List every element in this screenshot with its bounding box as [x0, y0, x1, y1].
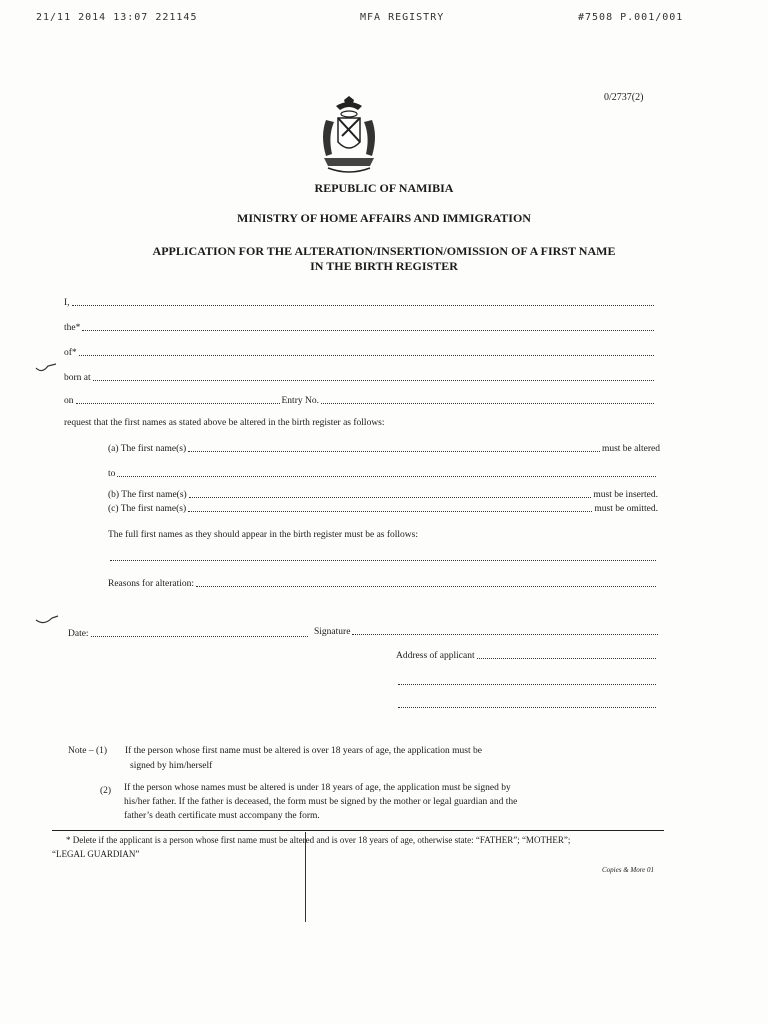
address-field[interactable]: [396, 650, 658, 661]
relationship-line[interactable]: [82, 322, 654, 331]
address-line-3-field[interactable]: [396, 699, 658, 710]
born-at-label: born at: [64, 373, 91, 383]
signature-field[interactable]: [314, 626, 660, 637]
applicant-name-line[interactable]: [72, 297, 654, 306]
footnote-line-1: * Delete if the applicant is a person whose first name must be altered and is over 18 years of age, otherwise state: “FATHER”; “MOTHER”;: [66, 835, 571, 845]
alter-to-label: to: [108, 469, 116, 479]
note-1-line-2: signed by him/herself: [130, 761, 213, 771]
form-title-line1: APPLICATION FOR THE ALTERATION/INSERTION/OMISSION OF A FIRST NAME: [152, 244, 616, 258]
date-label: Date:: [68, 629, 89, 639]
relationship-label: the*: [64, 323, 81, 333]
fax-header-datetime: 21/11 2014 13:07 221145: [36, 12, 198, 23]
address-line-2-field[interactable]: [396, 676, 658, 687]
omit-name-line[interactable]: [188, 503, 592, 512]
address-line-3[interactable]: [398, 699, 656, 708]
fax-header-page: #7508 P.001/001: [578, 12, 684, 23]
note-2-line-1: If the person whose names must be altered is under 18 years of age, the application must be signed by: [124, 783, 511, 793]
omit-name-suffix: must be omitted.: [594, 504, 658, 514]
of-label: of*: [64, 348, 77, 358]
note-2-line-2: his/her father. If the father is deceased, the form must be signed by the mother or legal guardian and the: [124, 797, 518, 807]
address-line-2[interactable]: [398, 676, 656, 685]
relationship-field[interactable]: [64, 322, 656, 333]
signature-label: Signature: [314, 627, 351, 637]
note-1-label: Note – (1): [68, 746, 108, 756]
entry-no-label: Entry No.: [281, 396, 319, 406]
insert-name-line[interactable]: [189, 489, 592, 498]
alter-name-suffix: must be altered: [601, 444, 660, 454]
omit-name-label: (c) The first name(s): [108, 504, 187, 514]
form-title-line2: IN THE BIRTH REGISTER: [310, 259, 458, 273]
applicant-name-label: I,: [64, 298, 70, 308]
footnote-divider: [52, 830, 664, 831]
reasons-label: Reasons for alteration:: [108, 579, 195, 589]
insert-name-suffix: must be inserted.: [593, 490, 658, 500]
omit-name-field[interactable]: [108, 503, 658, 514]
insert-name-field[interactable]: [108, 489, 658, 500]
footnote-line-2: “LEGAL GUARDIAN”: [52, 849, 140, 859]
signature-line[interactable]: [352, 626, 658, 635]
alter-to-field[interactable]: [108, 468, 658, 479]
country-heading: REPUBLIC OF NAMIBIA: [314, 181, 454, 195]
born-at-field[interactable]: [64, 372, 656, 383]
ministry-heading: MINISTRY OF HOME AFFAIRS AND IMMIGRATION: [237, 211, 531, 225]
entry-no-line[interactable]: [321, 395, 654, 404]
copies-mark: Copies & More 01: [602, 866, 655, 874]
alter-name-field[interactable]: [108, 443, 660, 454]
handwritten-tick-icon: [34, 360, 58, 376]
of-line[interactable]: [79, 347, 654, 356]
address-line-1[interactable]: [477, 650, 656, 659]
full-names-instruction: The full first names as they should appear in the birth register must be as follows:: [108, 530, 418, 540]
reasons-line[interactable]: [196, 578, 656, 587]
fax-header-sender: MFA REGISTRY: [360, 12, 445, 23]
born-at-line[interactable]: [93, 372, 654, 381]
alter-name-line[interactable]: [188, 443, 600, 452]
full-names-line[interactable]: [110, 552, 656, 561]
full-names-field[interactable]: [108, 552, 658, 563]
insert-name-label: (b) The first name(s): [108, 490, 187, 500]
handwritten-tick-icon: [34, 612, 60, 628]
note-1-line-1: If the person whose first name must be altered is over 18 years of age, the application must be: [125, 746, 482, 756]
on-label: on: [64, 396, 74, 406]
applicant-name-field[interactable]: [64, 297, 656, 308]
on-line[interactable]: [76, 395, 280, 404]
of-field[interactable]: [64, 347, 656, 358]
form-reference: 0/2737(2): [604, 92, 644, 103]
alter-to-line[interactable]: [117, 468, 656, 477]
date-entry-field[interactable]: [64, 395, 656, 406]
namibia-coat-of-arms-icon: [314, 96, 384, 176]
address-label: Address of applicant: [396, 651, 475, 661]
reasons-field[interactable]: [108, 578, 658, 589]
date-field[interactable]: [68, 628, 310, 639]
note-2-line-3: father’s death certificate must accompany the form.: [124, 811, 320, 821]
date-line[interactable]: [91, 628, 308, 637]
request-statement: request that the first names as stated above be altered in the birth register as follows:: [64, 418, 385, 428]
note-2-label: (2): [100, 786, 112, 796]
alter-name-label: (a) The first name(s): [108, 444, 187, 454]
